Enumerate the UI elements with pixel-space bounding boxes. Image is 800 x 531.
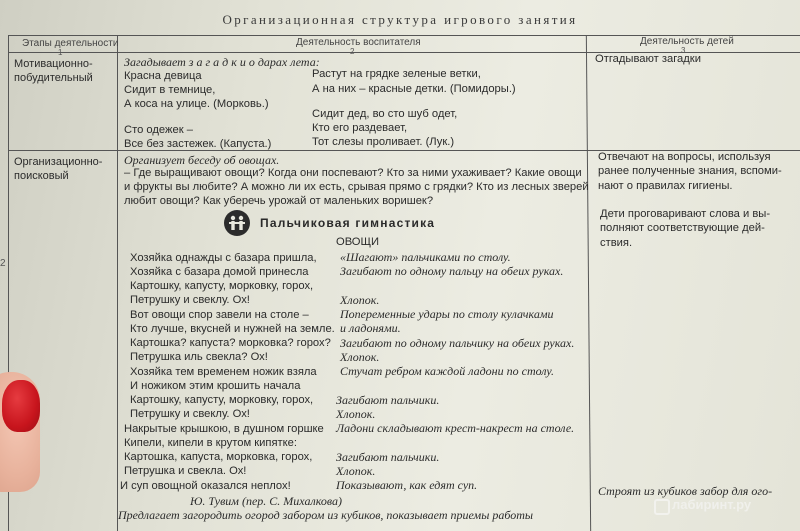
riddle3-line: Сто одежек –	[124, 124, 193, 136]
poem-line: Петрушку и свеклу. Ох!	[130, 294, 250, 306]
children-line: ранее полученные знания, вспоми-	[598, 165, 782, 177]
question-line: – Где выращивают овощи? Когда они поспевают? Кто за ними ухаживает? Какие овощи	[124, 167, 582, 179]
col-number-3: 3	[681, 46, 686, 55]
page-side-mark: 2	[0, 258, 6, 269]
action-line: Ладони складывают крест-накрест на столе.	[336, 421, 575, 435]
children-line: ствия.	[600, 237, 633, 249]
stage2-name-line2: поисковый	[14, 170, 69, 182]
action-line: «Шагают» пальчиками по столу.	[340, 250, 511, 264]
poem-line: Картошка, капуста, морковка, горох,	[124, 451, 313, 463]
col-number-2: 2	[350, 47, 355, 56]
children-line: Строят из кубиков забор для ого-	[598, 484, 773, 498]
action-line: Хлопок.	[340, 293, 380, 307]
stage2-teacher-intro: Организует беседу об овощах.	[124, 153, 280, 167]
col-divider-2	[586, 35, 591, 531]
stage1-teacher-intro: Загадывает з а г а д к и о дарах лета:	[124, 55, 320, 69]
action-line: Загибают по одному пальцу на обеих руках.	[340, 264, 564, 278]
poem-title: ОВОЩИ	[336, 236, 380, 248]
riddle4-line: Сидит дед, во сто шуб одет,	[312, 108, 458, 120]
poem-line: Кипели, кипели в крутом кипятке:	[124, 437, 297, 449]
stage1-children-activity: Отгадывают загадки	[595, 53, 701, 65]
poem-line: И суп овощной оказался неплох!	[120, 480, 291, 492]
poem-line: Кто лучше, вкусней и нужней на земле.	[130, 323, 335, 335]
poem-line: Хозяйка однажды с базара пришла,	[130, 252, 317, 264]
header-children: Деятельность детей	[640, 36, 734, 47]
children-line: нают о правилах гигиены.	[598, 180, 733, 192]
action-line: Стучат ребром каждой ладони по столу.	[340, 364, 554, 378]
action-line: Показывают, как едят суп.	[336, 478, 478, 492]
children-line: Отвечают на вопросы, используя	[598, 151, 771, 163]
page-title: Организационная структура игрового занятия	[222, 12, 578, 27]
watermark: лабиринт.ру	[672, 497, 752, 512]
stage2-last-line: Предлагает загородить огород забором из кубиков, показывает приемы работы	[118, 508, 534, 522]
poem-line: Картошку, капусту, морковку, горох,	[130, 394, 314, 406]
poem-line: Накрытые крышкою, в душном горшке	[124, 423, 324, 435]
poem-line: Хозяйка тем временем ножик взяла	[130, 366, 317, 378]
riddle4-line: Тот слезы проливает. (Лук.)	[312, 136, 455, 148]
poem-line: Петрушку и свеклу. Ох!	[130, 408, 250, 420]
action-line: Загибают пальчики.	[336, 450, 440, 464]
poem-line: И ножиком этим крошить начала	[130, 380, 301, 392]
action-line: Загибают пальчики.	[336, 393, 440, 407]
action-line: Попеременные удары по столу кулачками	[340, 307, 554, 321]
action-line: Хлопок.	[336, 407, 376, 421]
action-line: Хлопок.	[336, 464, 376, 478]
poem-author: Ю. Тувим (пер. С. Михалкова)	[190, 494, 342, 508]
question-line: любит овощи? Как уберечь урожай от маленьких воришек?	[124, 195, 434, 207]
stage1-name-line1: Мотивационно-	[14, 58, 93, 70]
header-stages: Этапы деятельности	[22, 38, 119, 49]
stage2-name-line1: Организационно-	[14, 156, 103, 168]
question-line: и фрукты вы любите? А можно ли их есть, срывая прямо с грядки? Кто из лесных зверей	[124, 181, 589, 193]
watermark-badge-icon	[654, 499, 670, 515]
col-divider-1	[117, 35, 118, 531]
riddle1-line: Красна девица	[124, 70, 202, 82]
riddle4-line: Кто его раздевает,	[312, 122, 408, 134]
header-teacher: Деятельность воспитателя	[296, 37, 421, 48]
children-line: полняют соответствующие дей-	[600, 222, 765, 234]
riddle1-line: Сидит в темнице,	[124, 84, 216, 96]
col-number-1: 1	[58, 48, 63, 57]
action-line: и ладонями.	[340, 321, 401, 335]
fingernail-photo	[2, 380, 40, 432]
children-line: Дети проговаривают слова и вы-	[600, 208, 771, 220]
poem-line: Хозяйка с базара домой принесла	[130, 266, 309, 278]
action-line: Загибают по одному пальчику на обеих руках.	[340, 336, 575, 350]
gymnastics-title: Пальчиковая гимнастика	[260, 216, 436, 230]
riddle3-line: Все без застежек. (Капуста.)	[124, 138, 272, 150]
poem-line: Вот овощи спор завели на столе –	[130, 309, 309, 321]
poem-line: Картошка? капуста? морковка? горох?	[130, 337, 331, 349]
action-line: Хлопок.	[340, 350, 380, 364]
poem-line: Картошку, капусту, морковку, горох,	[130, 280, 314, 292]
riddle2-line: А на них – красные детки. (Помидоры.)	[312, 83, 516, 95]
poem-line: Петрушка иль свекла? Ох!	[130, 351, 268, 363]
riddle1-line: А коса на улице. (Морковь.)	[124, 98, 269, 110]
stage1-name-line2: побудительный	[14, 72, 93, 84]
finger-gymnastics-icon	[224, 210, 250, 236]
riddle2-line: Растут на грядке зеленые ветки,	[312, 68, 481, 80]
poem-line: Петрушка и свекла. Ох!	[124, 465, 247, 477]
